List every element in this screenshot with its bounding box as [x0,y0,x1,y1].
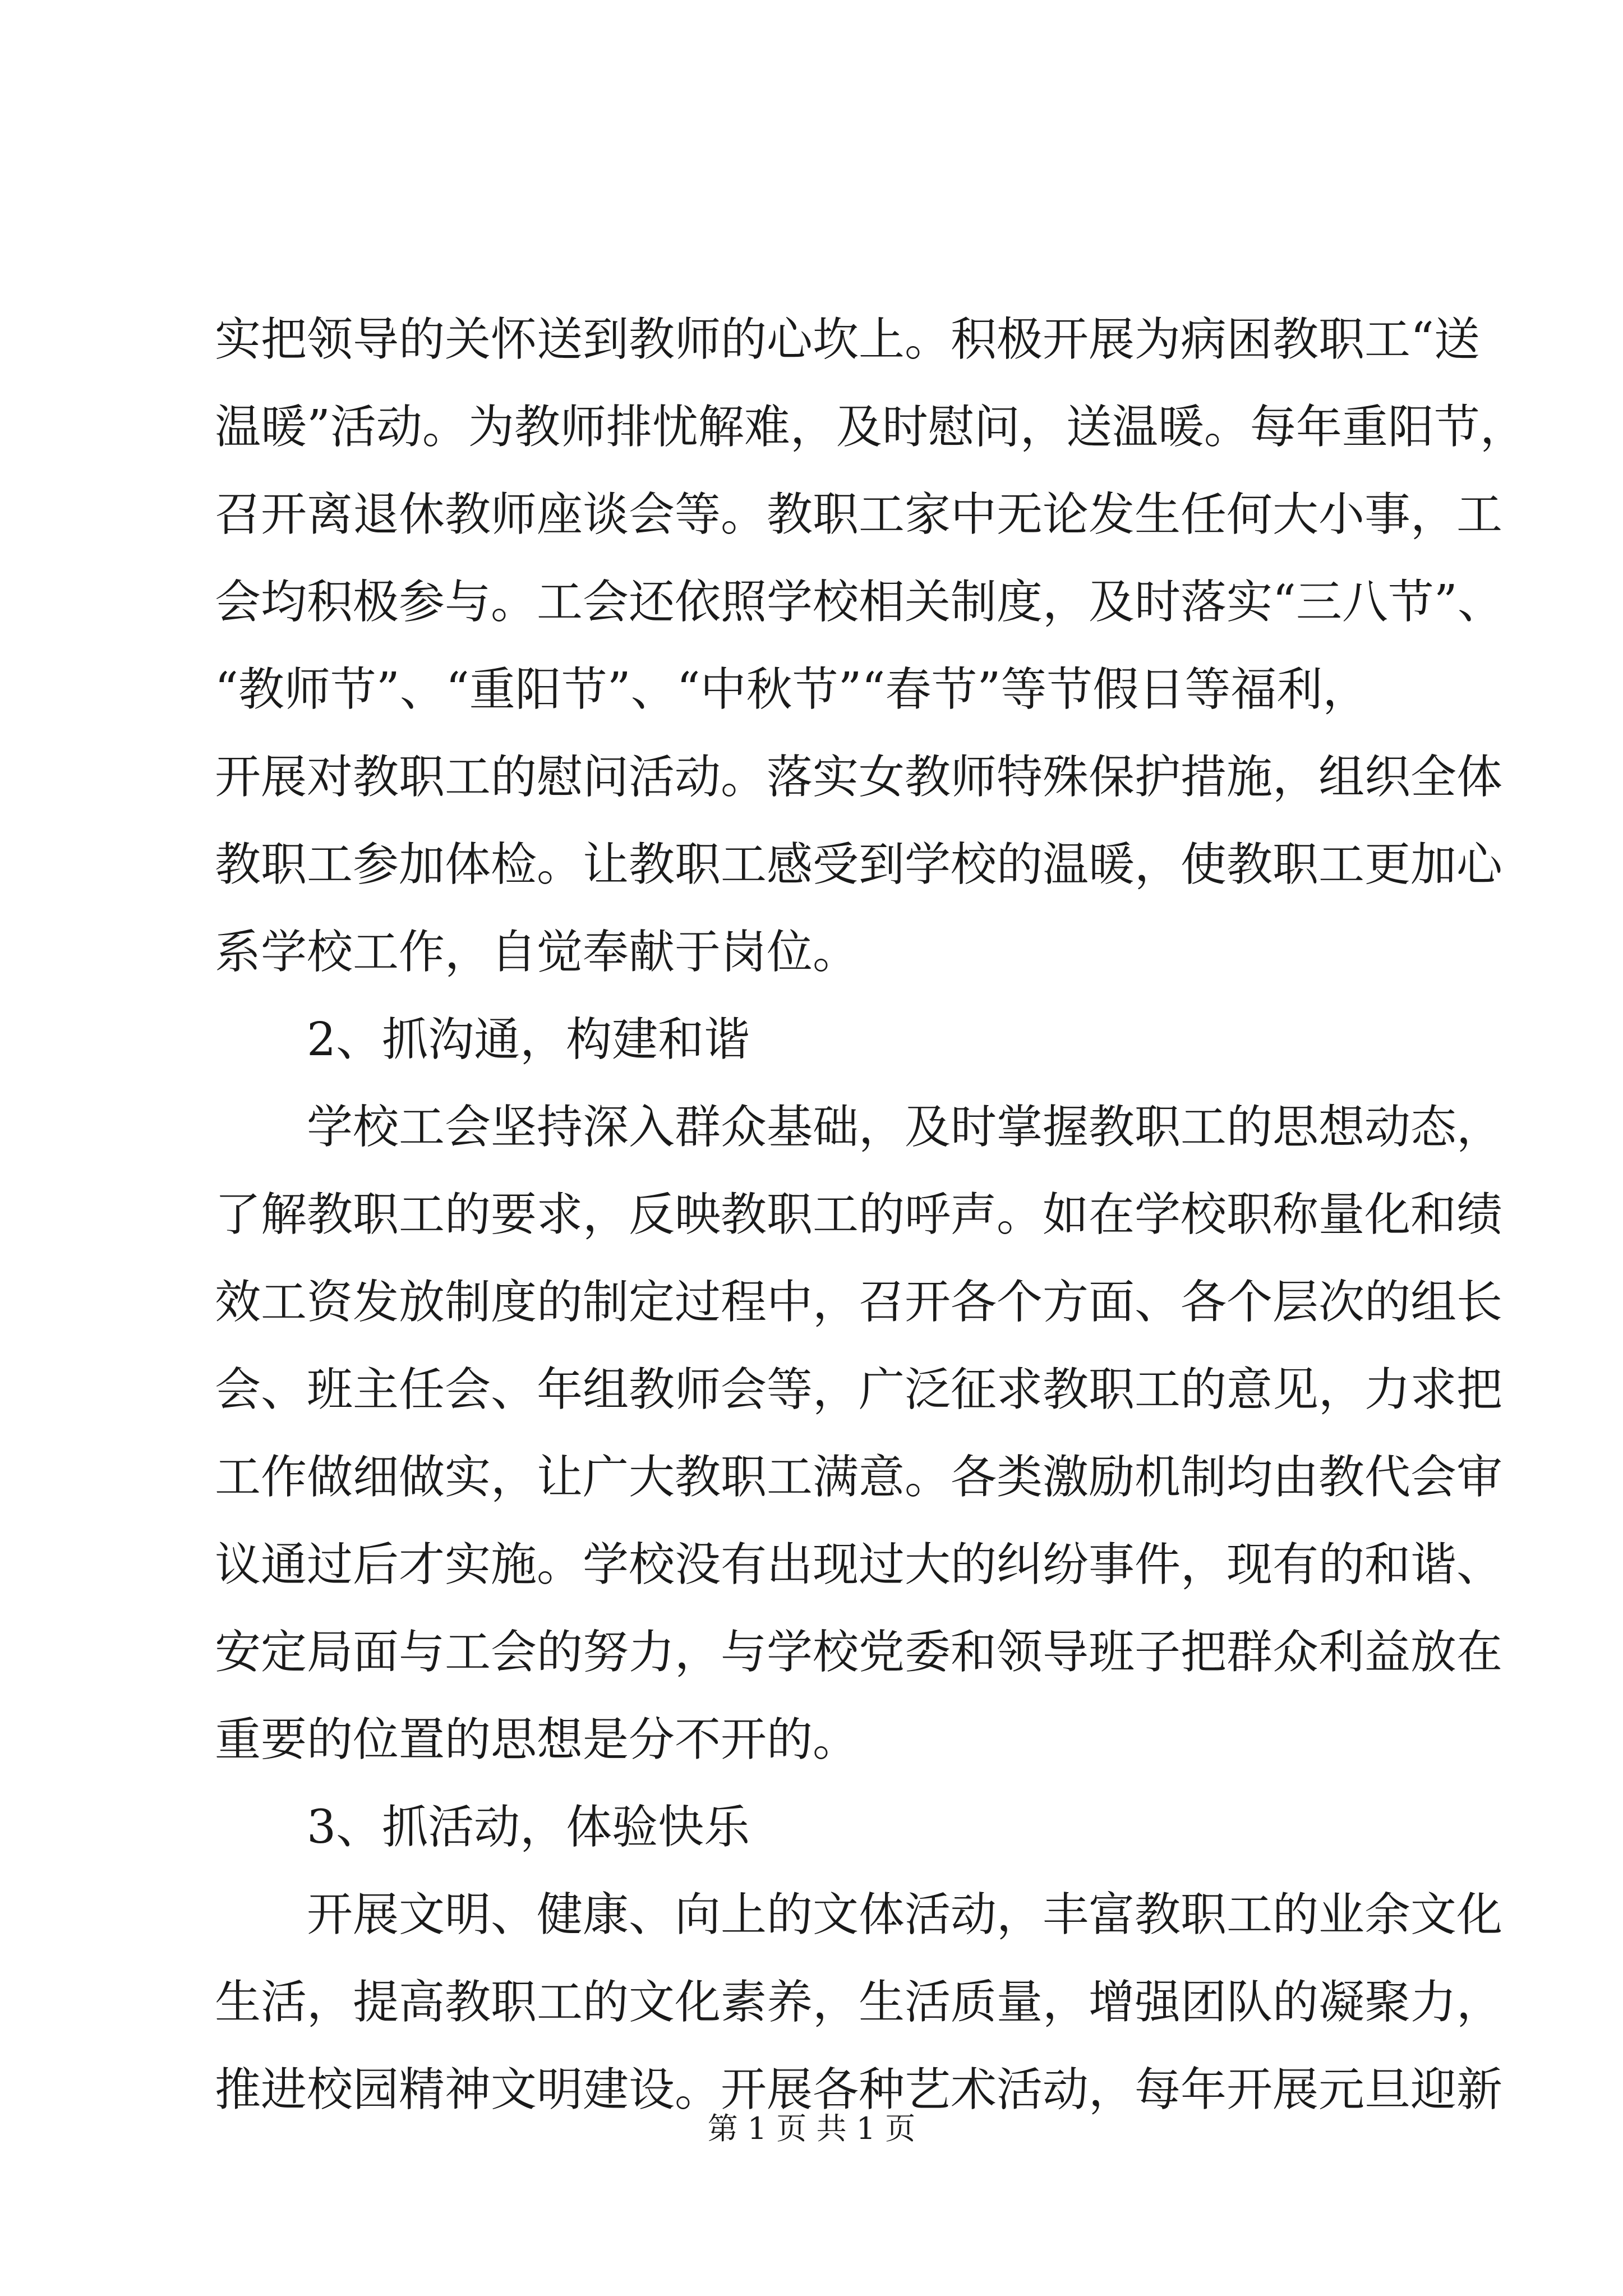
text-line: 了解教职工的要求，反映教职工的呼声。如在学校职称量化和绩 [215,1188,1503,1241]
text-line: 教职工参加体检。让教职工感受到学校的温暖，使教职工更加心 [215,838,1503,891]
text-line: 开展文明、健康、向上的文体活动，丰富教职工的业余文化 [307,1888,1503,1941]
text-line: 工作做细做实，让广大教职工满意。各类激励机制均由教代会审 [215,1451,1503,1504]
text-line: 学校工会坚持深入群众基础，及时掌握教职工的思想动态， [307,1101,1503,1154]
text-line: 温暖”活动。为教师排忧解难，及时慰问，送温暖。每年重阳节， [215,401,1526,454]
section-heading: 2、抓沟通，构建和谐 [307,1013,750,1066]
text-line: 重要的位置的思想是分不开的。 [215,1713,859,1766]
document-body [215,296,1526,2134]
text-line: 效工资发放制度的制定过程中，召开各个方面、各个层次的组长 [215,1276,1503,1329]
section-heading: 3、抓活动，体验快乐 [307,1801,750,1854]
text-line: 开展对教职工的慰问活动。落实女教师特殊保护措施，组织全体 [215,751,1503,804]
text-line: 生活，提高教职工的文化素养，生活质量，增强团队的凝聚力， [215,1976,1503,2029]
text-line: 系学校工作，自觉奉献于岗位。 [215,926,859,979]
text-line: 安定局面与工会的努力，与学校党委和领导班子把群众利益放在 [215,1626,1503,1679]
text-line: 实把领导的关怀送到教师的心坎上。积极开展为病困教职工“送 [215,313,1480,366]
text-line: 会均积极参与。工会还依照学校相关制度，及时落实“三八节”、 [215,576,1504,629]
text-line: “教师节”、“重阳节”、“中秋节”“春节”等节假日等福利， [215,663,1369,716]
text-line: 议通过后才实施。学校没有出现过大的纠纷事件，现有的和谐、 [215,1538,1503,1591]
text-line: 会、班主任会、年组教师会等，广泛征求教职工的意见，力求把 [215,1363,1503,1416]
text-line: 推进校园精神文明建设。开展各种艺术活动，每年开展元旦迎新 [215,2063,1503,2116]
page-footer: 第 1 页 共 1 页 [707,2111,916,2146]
text-line: 召开离退休教师座谈会等。教职工家中无论发生任何大小事，工 [215,488,1503,541]
